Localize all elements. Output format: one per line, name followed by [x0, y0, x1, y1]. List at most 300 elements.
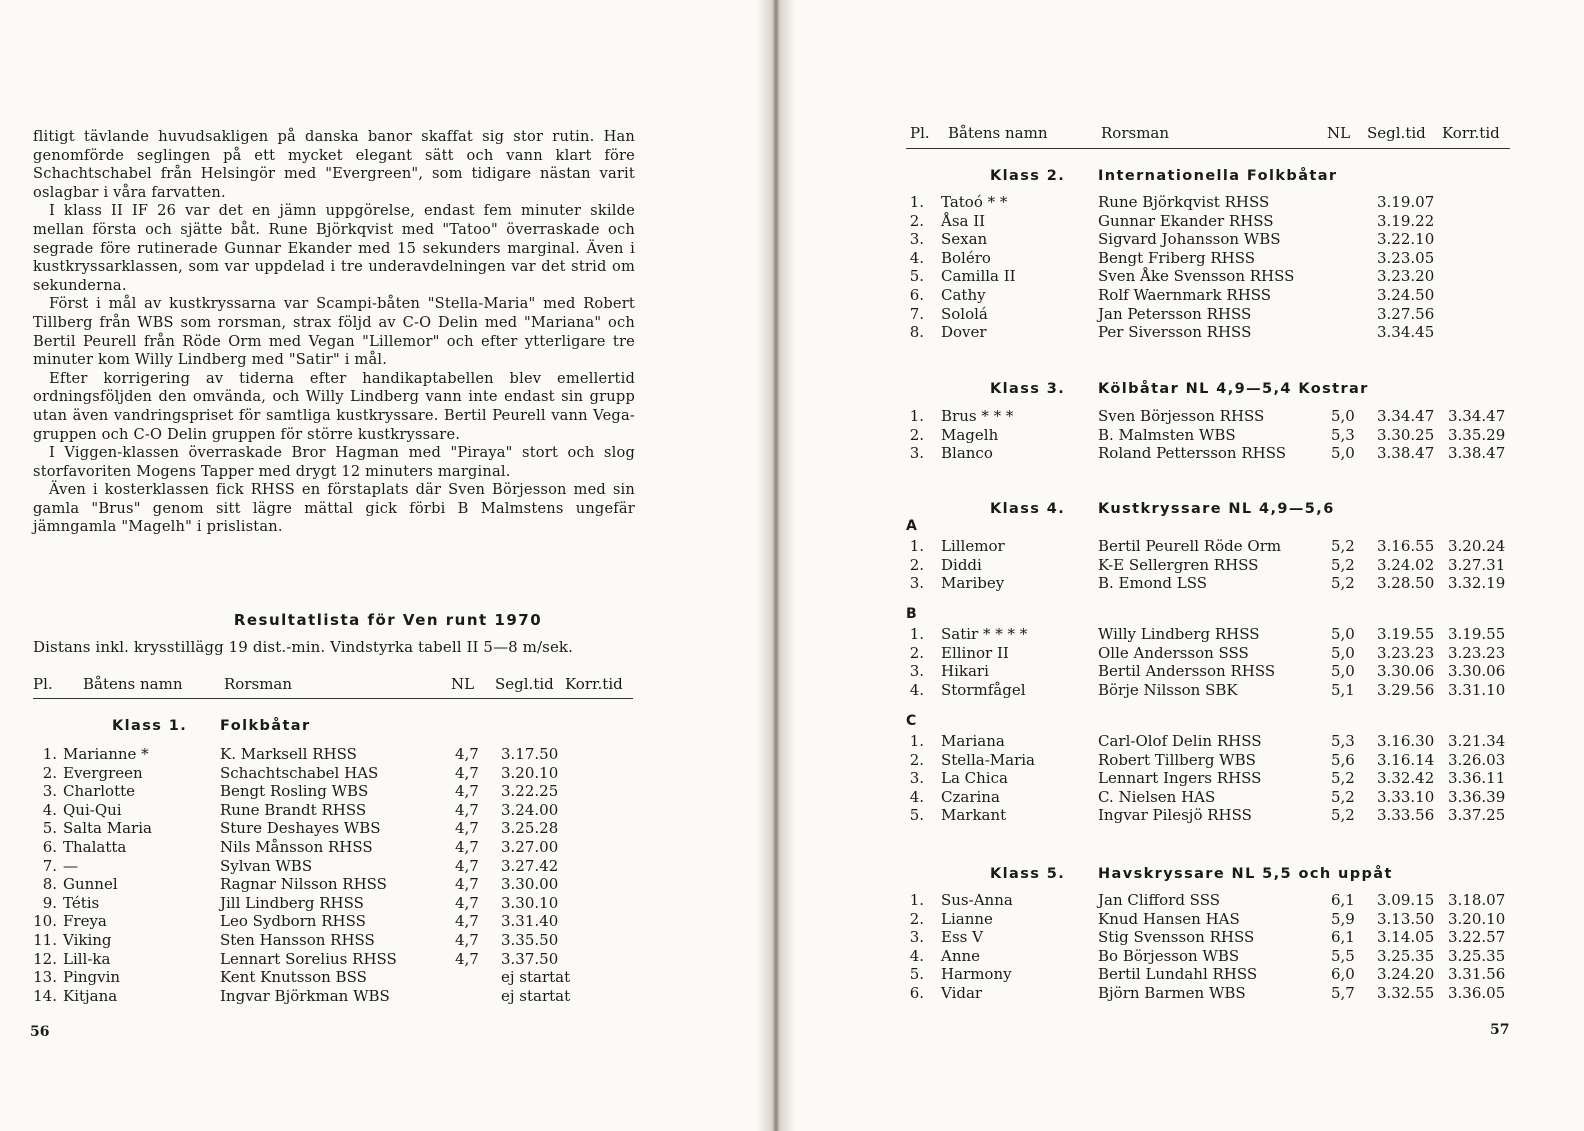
klass-label: Klass 2. — [990, 168, 1066, 184]
cell-rors: Börje Nilsson SBK — [1098, 680, 1238, 699]
table-row — [0, 912, 776, 930]
table-row — [0, 894, 776, 912]
table-row — [0, 801, 776, 819]
table-row — [0, 987, 776, 1005]
table-row — [776, 444, 1584, 462]
cell-name: Charlotte — [63, 782, 136, 801]
cell-pl: 3. — [909, 662, 924, 681]
table-row — [776, 212, 1584, 230]
column-header-segl: Segl.tid — [495, 675, 554, 693]
cell-segl: 3.31.40 — [501, 912, 559, 931]
cell-pl: 5. — [909, 806, 924, 825]
klass-heading — [990, 501, 1335, 517]
cell-name: Salta Maria — [63, 819, 152, 838]
cell-nl: 6,1 — [1331, 891, 1355, 909]
table-row — [0, 950, 776, 968]
cell-rors: Jan Clifford SSS — [1098, 891, 1220, 909]
cell-segl: 3.27.56 — [1377, 304, 1435, 323]
cell-korr: 3.23.23 — [1448, 643, 1506, 662]
column-header-name: Båtens namn — [83, 675, 183, 693]
cell-segl: 3.14.05 — [1377, 928, 1435, 947]
results-subtitle: Distans inkl. krysstillägg 19 dist.-min. Vindstyrka tabell II 5—8 m/sek. — [33, 638, 573, 656]
cell-pl: 4. — [909, 946, 924, 965]
cell-segl: 3.27.42 — [501, 856, 559, 875]
cell-name: Mariana — [941, 732, 1005, 750]
klass-label: Klass 1. — [112, 718, 188, 734]
cell-nl: 5,7 — [1331, 984, 1355, 1002]
klass-heading — [990, 381, 1369, 397]
klass-label: Klass 3. — [990, 381, 1066, 397]
table-row — [776, 947, 1584, 965]
cell-segl: 3.24.00 — [501, 800, 559, 819]
cell-segl: 3.13.50 — [1377, 909, 1435, 928]
cell-name: Brus * * * — [941, 407, 1014, 425]
cell-pl: 3. — [909, 444, 924, 463]
cell-pl: 7. — [42, 856, 57, 875]
table-row — [776, 323, 1584, 341]
cell-korr: 3.36.05 — [1448, 984, 1506, 1002]
cell-rors: Jill Lindberg RHSS — [220, 893, 364, 912]
table-row — [0, 931, 776, 949]
cell-segl: 3.16.30 — [1377, 732, 1435, 750]
cell-segl: ej startat — [501, 986, 571, 1005]
cell-name: Freya — [63, 912, 107, 931]
cell-segl: 3.30.10 — [501, 893, 559, 912]
cell-nl: 5,6 — [1331, 750, 1355, 769]
cell-korr: 3.31.56 — [1448, 965, 1506, 984]
table-row — [776, 625, 1584, 643]
cell-rors: Bo Börjesson WBS — [1098, 946, 1240, 965]
table-row — [776, 928, 1584, 946]
cell-korr: 3.30.06 — [1448, 662, 1506, 681]
cell-korr: 3.21.34 — [1448, 732, 1506, 750]
cell-pl: 5. — [909, 267, 924, 286]
cell-name: Marianne * — [63, 745, 149, 763]
cell-korr: 3.36.39 — [1448, 787, 1506, 806]
column-header-pl: Pl. — [910, 124, 930, 142]
cell-pl: 1. — [909, 625, 924, 643]
cell-nl: 5,2 — [1331, 806, 1355, 825]
cell-rors: Carl-Olof Delin RHSS — [1098, 732, 1262, 750]
cell-name: Åsa II — [941, 211, 986, 230]
cell-segl: 3.23.23 — [1377, 643, 1435, 662]
klass-title: Kölbåtar NL 4,9—5,4 Kostrar — [1098, 381, 1369, 397]
cell-pl: 3. — [909, 769, 924, 788]
cell-pl: 2. — [909, 211, 924, 230]
cell-nl: 5,2 — [1331, 787, 1355, 806]
klass-label: Klass 4. — [990, 501, 1066, 517]
cell-segl: 3.27.00 — [501, 838, 559, 856]
cell-pl: 14. — [33, 986, 57, 1005]
cell-pl: 7. — [909, 304, 924, 323]
cell-name: Vidar — [941, 984, 983, 1002]
cell-pl: 2. — [909, 643, 924, 662]
klass-title: Havskryssare NL 5,5 och uppåt — [1098, 866, 1393, 882]
cell-pl: 6. — [42, 838, 57, 856]
cell-rors: Bertil Lundahl RHSS — [1098, 965, 1258, 984]
cell-rors: Sten Hansson RHSS — [220, 931, 375, 949]
cell-rors: K-E Sellergren RHSS — [1098, 555, 1259, 574]
cell-segl: 3.33.56 — [1377, 806, 1435, 825]
cell-segl: 3.33.10 — [1377, 787, 1435, 806]
cell-rors: Schachtschabel HAS — [220, 763, 379, 782]
cell-nl: 5,3 — [1331, 732, 1355, 750]
cell-nl: 4,7 — [455, 838, 479, 856]
cell-pl: 5. — [42, 819, 57, 838]
cell-nl: 4,7 — [455, 875, 479, 894]
cell-nl: 5,2 — [1331, 769, 1355, 788]
cell-nl: 4,7 — [455, 856, 479, 875]
cell-nl: 5,1 — [1331, 680, 1355, 699]
cell-nl: 4,7 — [455, 763, 479, 782]
cell-segl: 3.23.05 — [1377, 248, 1435, 267]
cell-rors: K. Marksell RHSS — [220, 745, 357, 763]
table-row — [776, 965, 1584, 983]
cell-name: Camilla II — [941, 267, 1016, 286]
cell-name: Kitjana — [63, 986, 118, 1005]
cell-rors: B. Emond LSS — [1098, 574, 1208, 593]
cell-segl: 3.35.50 — [501, 931, 559, 949]
cell-rors: Kent Knutsson BSS — [220, 968, 367, 987]
cell-korr: 3.36.11 — [1448, 769, 1506, 788]
cell-name: Ess V — [941, 928, 983, 947]
cell-pl: 4. — [909, 248, 924, 267]
cell-rors: Roland Pettersson RHSS — [1098, 444, 1287, 463]
cell-segl: 3.29.56 — [1377, 680, 1435, 699]
cell-name: — — [63, 856, 78, 875]
cell-name: Hikari — [941, 662, 989, 681]
cell-segl: 3.22.10 — [1377, 230, 1435, 249]
table-row — [776, 193, 1584, 211]
table-row — [0, 782, 776, 800]
cell-nl: 4,7 — [455, 931, 479, 949]
cell-pl: 12. — [33, 949, 57, 968]
cell-name: Stormfågel — [941, 680, 1026, 699]
cell-rors: Sigvard Johansson WBS — [1098, 230, 1281, 249]
cell-pl: 5. — [909, 965, 924, 984]
cell-nl: 5,0 — [1331, 407, 1355, 425]
cell-name: Qui-Qui — [63, 800, 122, 819]
cell-segl: 3.25.28 — [501, 819, 559, 838]
cell-pl: 1. — [909, 732, 924, 750]
klass-title: Folkbåtar — [220, 718, 311, 734]
table-row — [776, 574, 1584, 592]
table-row — [776, 732, 1584, 750]
cell-korr: 3.38.47 — [1448, 444, 1506, 463]
cell-name: Sus-Anna — [941, 891, 1013, 909]
cell-segl: 3.19.07 — [1377, 193, 1435, 211]
cell-rors: Leo Sydborn RHSS — [220, 912, 366, 931]
column-header-pl: Pl. — [33, 675, 53, 693]
paragraph: I klass II IF 26 var det en jämn uppgörelse, endast fem minuter skilde mellan första och sjätte båt. Rune Björkqvist med "Tatoo" överraskade och segrade före rutinerade Gunnar Ekander med 15 sekunders marginal. Även i kustkryssarklassen, som var uppdelad i tre underavdelningen var det strid om sekunderna. — [33, 202, 635, 294]
cell-name: Boléro — [941, 248, 991, 267]
cell-rors: Rolf Waernmark RHSS — [1098, 286, 1272, 304]
cell-rors: Jan Petersson RHSS — [1098, 304, 1252, 323]
cell-nl: 5,3 — [1331, 425, 1355, 444]
table-row — [776, 910, 1584, 928]
cell-pl: 2. — [909, 750, 924, 769]
cell-rors: Ingvar Pilesjö RHSS — [1098, 806, 1252, 825]
cell-pl: 1. — [909, 891, 924, 909]
cell-rors: B. Malmsten WBS — [1098, 425, 1236, 444]
table-row — [776, 662, 1584, 680]
cell-nl: 4,7 — [455, 745, 479, 763]
cell-rors: Gunnar Ekander RHSS — [1098, 211, 1274, 230]
cell-nl: 5,0 — [1331, 625, 1355, 643]
cell-name: Anne — [941, 946, 981, 965]
table-row — [0, 875, 776, 893]
cell-pl: 6. — [909, 286, 924, 304]
cell-korr: 3.22.57 — [1448, 928, 1506, 947]
table-row — [776, 407, 1584, 425]
table-row — [776, 644, 1584, 662]
cell-korr: 3.34.47 — [1448, 407, 1506, 425]
table-row — [776, 769, 1584, 787]
cell-segl: 3.19.22 — [1377, 211, 1435, 230]
cell-pl: 2. — [909, 909, 924, 928]
cell-segl: 3.34.47 — [1377, 407, 1435, 425]
klass-heading — [990, 168, 1338, 184]
cell-rors: Lennart Sorelius RHSS — [220, 949, 397, 968]
paragraph: Efter korrigering av tiderna efter handikaptabellen blev emellertid ordningsföljden den omvända, och Willy Lindberg vann inte endast sin grupp utan även vandringspriset för samtliga kustkryssare. Bertil Peurell vann Vega-gruppen och C-O Delin gruppen för större kustkryssare. — [33, 369, 635, 443]
cell-segl: 3.17.50 — [501, 745, 559, 763]
klass-label: Klass 5. — [990, 866, 1066, 882]
cell-rors: Sven Börjesson RHSS — [1098, 407, 1265, 425]
cell-name: La Chica — [941, 769, 1008, 788]
page-number-right: 57 — [1490, 1022, 1510, 1038]
cell-korr: 3.26.03 — [1448, 750, 1506, 769]
cell-segl: 3.28.50 — [1377, 574, 1435, 593]
cell-nl: 4,7 — [455, 949, 479, 968]
paragraph: I Viggen-klassen överraskade Bror Hagman med "Piraya" stort och slog storfavoriten Mogens Tapper med drygt 12 minuters marginal. — [33, 444, 635, 480]
page-number-left: 56 — [30, 1024, 50, 1040]
cell-name: Harmony — [941, 965, 1012, 984]
cell-name: Magelh — [941, 425, 999, 444]
column-header-rors: Rorsman — [224, 675, 293, 693]
cell-rors: Bengt Friberg RHSS — [1098, 248, 1256, 267]
cell-rors: Sven Åke Svensson RHSS — [1098, 267, 1295, 286]
table-row — [776, 806, 1584, 824]
cell-pl: 8. — [909, 323, 924, 342]
cell-rors: Robert Tillberg WBS — [1098, 750, 1256, 769]
table-row — [0, 819, 776, 837]
cell-segl: 3.24.50 — [1377, 286, 1435, 304]
cell-nl: 6,1 — [1331, 928, 1355, 947]
cell-pl: 8. — [42, 875, 57, 894]
cell-korr: 3.25.35 — [1448, 946, 1506, 965]
cell-segl: 3.22.25 — [501, 782, 559, 801]
cell-segl: 3.24.02 — [1377, 555, 1435, 574]
cell-pl: 13. — [33, 968, 57, 987]
cell-nl: 4,7 — [455, 893, 479, 912]
cell-rors: Stig Svensson RHSS — [1098, 928, 1255, 947]
cell-pl: 3. — [909, 928, 924, 947]
klass-title: Kustkryssare NL 4,9—5,6 — [1098, 501, 1335, 517]
cell-rors: Bertil Peurell Röde Orm — [1098, 537, 1282, 555]
cell-korr: 3.32.19 — [1448, 574, 1506, 593]
cell-name: Pingvin — [63, 968, 121, 987]
table-row — [776, 267, 1584, 285]
cell-name: Sololá — [941, 304, 988, 323]
table-row — [776, 984, 1584, 1002]
cell-name: Tatoó * * — [941, 193, 1008, 211]
table-row — [0, 968, 776, 986]
paragraph: Först i mål av kustkryssarna var Scampi-båten "Stella-Maria" med Robert Tillberg från WBS som rorsman, strax följd av C-O Delin med "Mariana" och Bertil Peurell från Röde Orm med Vegan "Lillemor" och efter ytterligare tre minuter kom Willy Lindberg med "Satir" i mål. — [33, 295, 635, 369]
cell-nl: 5,0 — [1331, 444, 1355, 463]
cell-name: Blanco — [941, 444, 993, 463]
cell-korr: 3.37.25 — [1448, 806, 1506, 825]
cell-segl: 3.32.55 — [1377, 984, 1435, 1002]
cell-nl: 5,2 — [1331, 537, 1355, 555]
cell-nl: 4,7 — [455, 782, 479, 801]
cell-segl: 3.34.45 — [1377, 323, 1435, 342]
cell-name: Lill-ka — [63, 949, 111, 968]
cell-pl: 4. — [909, 787, 924, 806]
cell-segl: 3.23.20 — [1377, 267, 1435, 286]
cell-name: Gunnel — [63, 875, 118, 894]
cell-pl: 2. — [909, 555, 924, 574]
cell-rors: Olle Andersson SSS — [1098, 643, 1249, 662]
table-row — [776, 788, 1584, 806]
cell-rors: Sture Deshayes WBS — [220, 819, 381, 838]
cell-name: Markant — [941, 806, 1007, 825]
cell-pl: 1. — [909, 537, 924, 555]
column-header-nl: NL — [1327, 124, 1351, 142]
cell-name: Thalatta — [63, 838, 127, 856]
cell-pl: 1. — [909, 193, 924, 211]
cell-pl: 2. — [909, 425, 924, 444]
cell-segl: 3.24.20 — [1377, 965, 1435, 984]
table-row — [776, 286, 1584, 304]
cell-rors: Bengt Rosling WBS — [220, 782, 369, 801]
cell-rors: Bertil Andersson RHSS — [1098, 662, 1276, 681]
table-row — [776, 249, 1584, 267]
klass-title: Internationella Folkbåtar — [1098, 168, 1338, 184]
cell-nl: 4,7 — [455, 819, 479, 838]
cell-nl: 6,0 — [1331, 965, 1355, 984]
cell-pl: 1. — [42, 745, 57, 763]
cell-segl: 3.25.35 — [1377, 946, 1435, 965]
cell-segl: 3.30.25 — [1377, 425, 1435, 444]
table-row — [776, 426, 1584, 444]
klass-heading — [990, 866, 1393, 882]
cell-name: Lillemor — [941, 537, 1005, 555]
cell-pl: 10. — [33, 912, 57, 931]
cell-pl: 11. — [33, 931, 57, 949]
column-header-name: Båtens namn — [948, 124, 1048, 142]
cell-name: Dover — [941, 323, 987, 342]
cell-name: Evergreen — [63, 763, 143, 782]
paragraph: flitigt tävlande huvudsakligen på danska banor skaffat sig stor rutin. Han genomförde seglingen på ett mycket elegant sätt och vann klart före Schachtschabel från Helsingör med "Evergreen", som tidigare nästan varit oslagbar i våra farvatten. — [33, 128, 635, 201]
results-heading: Resultatlista för Ven runt 1970 — [233, 611, 543, 629]
cell-pl: 3. — [909, 574, 924, 593]
table-row — [0, 745, 776, 763]
cell-rors: Per Siversson RHSS — [1098, 323, 1252, 342]
cell-rors: C. Nielsen HAS — [1098, 787, 1216, 806]
cell-pl: 3. — [909, 230, 924, 249]
table-row — [776, 305, 1584, 323]
cell-nl: 4,7 — [455, 800, 479, 819]
group-label: B — [906, 606, 917, 622]
cell-name: Viking — [63, 931, 112, 949]
column-header-nl: NL — [451, 675, 475, 693]
cell-name: Satir * * * * — [941, 625, 1028, 643]
cell-korr: 3.31.10 — [1448, 680, 1506, 699]
cell-name: Sexan — [941, 230, 988, 249]
cell-pl: 3. — [42, 782, 57, 801]
cell-segl: 3.09.15 — [1377, 891, 1435, 909]
cell-nl: 5,9 — [1331, 909, 1355, 928]
cell-rors: Lennart Ingers RHSS — [1098, 769, 1262, 788]
cell-nl: 5,2 — [1331, 555, 1355, 574]
cell-rors: Nils Månsson RHSS — [220, 838, 373, 856]
cell-segl: ej startat — [501, 968, 571, 987]
cell-pl: 4. — [909, 680, 924, 699]
table-row — [0, 838, 776, 856]
cell-rors: Knud Hansen HAS — [1098, 909, 1240, 928]
table-row — [776, 891, 1584, 909]
cell-rors: Ragnar Nilsson RHSS — [220, 875, 387, 894]
cell-pl: 2. — [42, 763, 57, 782]
cell-korr: 3.20.24 — [1448, 537, 1506, 555]
cell-nl: 4,7 — [455, 912, 479, 931]
klass-heading — [112, 718, 311, 734]
cell-korr: 3.19.55 — [1448, 625, 1506, 643]
cell-name: Maribey — [941, 574, 1005, 593]
cell-segl: 3.30.06 — [1377, 662, 1435, 681]
column-header-segl: Segl.tid — [1367, 124, 1426, 142]
header-rule — [906, 148, 1510, 149]
paragraph: Även i kosterklassen fick RHSS en förstaplats där Sven Börjesson med sin gamla "Brus" genom sitt lägre mättal gick förbi B Malmstens ungefär jämngamla "Magelh" i prislistan. — [33, 481, 635, 536]
cell-rors: Björn Barmen WBS — [1098, 984, 1246, 1002]
cell-segl: 3.19.55 — [1377, 625, 1435, 643]
cell-name: Diddi — [941, 555, 982, 574]
cell-rors: Rune Björkqvist RHSS — [1098, 193, 1270, 211]
cell-name: Cathy — [941, 286, 986, 304]
header-rule — [33, 698, 633, 699]
table-row — [0, 764, 776, 782]
cell-pl: 6. — [909, 984, 924, 1002]
group-label: C — [906, 713, 917, 729]
cell-pl: 4. — [42, 800, 57, 819]
table-row — [0, 857, 776, 875]
cell-segl: 3.38.47 — [1377, 444, 1435, 463]
cell-rors: Sylvan WBS — [220, 856, 313, 875]
column-header-rors: Rorsman — [1101, 124, 1170, 142]
cell-name: Ellinor II — [941, 643, 1009, 662]
cell-segl: 3.30.00 — [501, 875, 559, 894]
cell-korr: 3.35.29 — [1448, 425, 1506, 444]
table-row — [776, 751, 1584, 769]
cell-nl: 5,5 — [1331, 946, 1355, 965]
cell-segl: 3.32.42 — [1377, 769, 1435, 788]
cell-name: Czarina — [941, 787, 1000, 806]
cell-rors: Ingvar Björkman WBS — [220, 986, 390, 1005]
cell-nl: 5,0 — [1331, 643, 1355, 662]
cell-korr: 3.20.10 — [1448, 909, 1506, 928]
cell-name: Tétis — [63, 893, 100, 912]
cell-segl: 3.16.14 — [1377, 750, 1435, 769]
cell-rors: Willy Lindberg RHSS — [1098, 625, 1260, 643]
table-row — [776, 681, 1584, 699]
right-page — [776, 0, 1584, 1131]
cell-pl: 9. — [42, 893, 57, 912]
cell-rors: Rune Brandt RHSS — [220, 800, 367, 819]
cell-pl: 1. — [909, 407, 924, 425]
cell-nl: 5,2 — [1331, 574, 1355, 593]
cell-segl: 3.20.10 — [501, 763, 559, 782]
left-page — [0, 0, 776, 1131]
